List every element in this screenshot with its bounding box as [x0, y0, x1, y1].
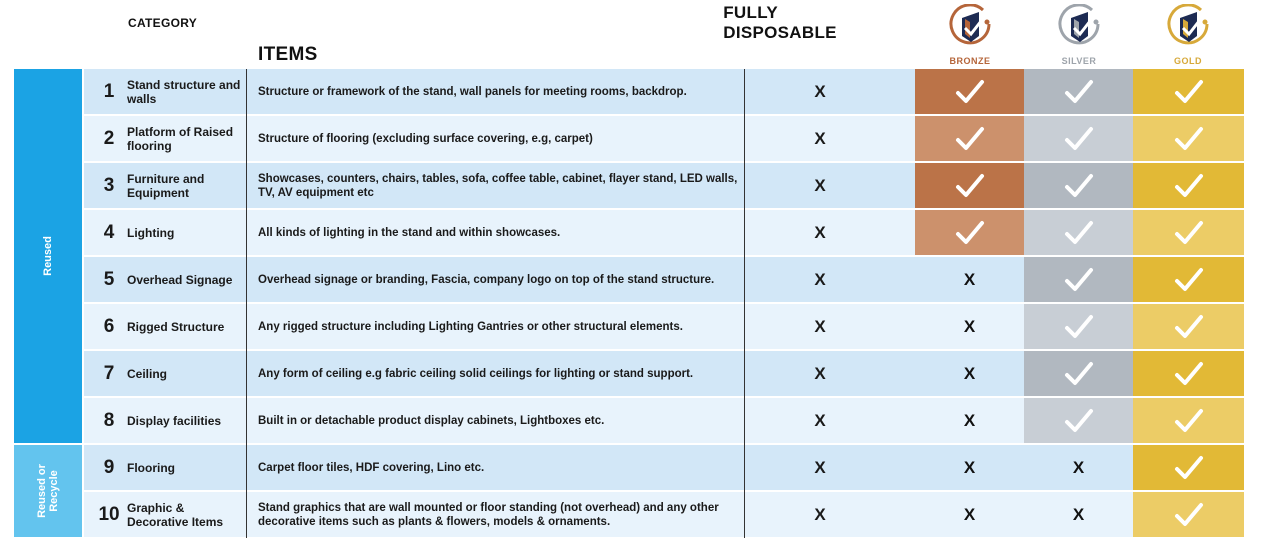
row-items: Structure of flooring (excluding surface covering, e.g, carpet) — [258, 132, 593, 145]
cell-bronze — [915, 210, 1024, 255]
check-icon — [1174, 78, 1204, 106]
row-category: Stand structure and walls — [127, 77, 241, 106]
table-row — [84, 163, 1244, 208]
cell-silver — [1024, 210, 1133, 255]
check-icon — [1174, 125, 1204, 153]
cell-silver — [1024, 304, 1133, 349]
check-icon — [1064, 266, 1094, 294]
check-icon — [1174, 407, 1204, 435]
table-row — [84, 116, 1244, 161]
check-icon — [1064, 125, 1094, 153]
row-number: 1 — [103, 80, 115, 102]
row-number: 9 — [103, 456, 115, 478]
row-category: Rigged Structure — [127, 319, 225, 334]
x-mark: X — [963, 269, 976, 289]
cell-gold — [1133, 163, 1244, 208]
check-icon — [1174, 501, 1204, 529]
cell-bronze — [915, 351, 1024, 396]
table-row — [84, 351, 1244, 396]
check-icon — [1064, 313, 1094, 341]
cell-gold — [1133, 257, 1244, 302]
cell-silver — [1024, 163, 1133, 208]
x-mark: X — [963, 316, 976, 336]
row-number: 2 — [103, 127, 115, 149]
table-row — [84, 445, 1244, 490]
row-category: Graphic & Decorative Items — [127, 500, 224, 529]
table-row — [84, 257, 1244, 302]
row-fully-disposable: X — [814, 81, 826, 101]
cell-silver — [1024, 257, 1133, 302]
cell-bronze — [915, 257, 1024, 302]
table-row — [84, 304, 1244, 349]
row-items: All kinds of lighting in the stand and within showcases. — [258, 226, 561, 239]
check-icon — [1174, 172, 1204, 200]
group-label-text: Reused or Recycle — [35, 464, 60, 518]
row-fully-disposable: X — [814, 222, 826, 242]
row-fully-disposable: X — [814, 269, 826, 289]
cell-gold — [1133, 116, 1244, 161]
check-icon — [1064, 407, 1094, 435]
header-fully-disposable: FULLY DISPOSABLE — [723, 2, 837, 42]
row-number: 5 — [103, 268, 115, 290]
row-items: Carpet floor tiles, HDF covering, Lino etc. — [258, 461, 485, 474]
row-fully-disposable: X — [814, 316, 826, 336]
row-fully-disposable: X — [814, 457, 826, 477]
cell-silver — [1024, 351, 1133, 396]
x-mark: X — [963, 410, 976, 430]
table-row — [84, 398, 1244, 443]
check-icon — [955, 125, 985, 153]
check-icon — [1174, 266, 1204, 294]
cell-bronze — [915, 445, 1024, 490]
row-fully-disposable: X — [814, 504, 826, 524]
row-category: Lighting — [127, 225, 175, 240]
row-category: Overhead Signage — [127, 272, 233, 287]
award-badge-icon — [949, 4, 993, 52]
badge-gold — [1133, 4, 1243, 68]
cell-silver — [1024, 445, 1133, 490]
check-icon — [1064, 360, 1094, 388]
x-mark: X — [1072, 504, 1085, 524]
cell-gold — [1133, 304, 1244, 349]
row-items: Structure or framework of the stand, wall panels for meeting rooms, backdrop. — [258, 85, 687, 98]
row-number: 8 — [103, 409, 115, 431]
group-label-reused — [14, 69, 82, 443]
column-divider-category — [246, 69, 247, 538]
cell-bronze — [915, 163, 1024, 208]
row-number: 4 — [103, 221, 115, 243]
cell-silver — [1024, 69, 1133, 114]
cell-silver — [1024, 116, 1133, 161]
row-items: Showcases, counters, chairs, tables, sofa, coffee table, cabinet, flayer stand, LED walls, TV, AV equipment etc — [258, 172, 738, 199]
cell-gold — [1133, 398, 1244, 443]
award-badge-icon — [1167, 4, 1211, 52]
cell-silver — [1024, 492, 1133, 537]
x-mark: X — [963, 457, 976, 477]
check-icon — [1174, 454, 1204, 482]
check-icon — [1064, 172, 1094, 200]
cell-bronze — [915, 398, 1024, 443]
check-icon — [1064, 219, 1094, 247]
cell-gold — [1133, 351, 1244, 396]
check-icon — [1174, 313, 1204, 341]
row-number: 7 — [103, 362, 115, 384]
badge-label: BRONZE — [949, 56, 991, 66]
check-icon — [1174, 360, 1204, 388]
row-items: Built in or detachable product display cabinets, Lightboxes etc. — [258, 414, 605, 427]
row-items: Overhead signage or branding, Fascia, company logo on top of the stand structure. — [258, 273, 715, 286]
badge-label: GOLD — [1174, 56, 1202, 66]
table-row — [84, 210, 1244, 255]
x-mark: X — [963, 363, 976, 383]
badge-label: SILVER — [1061, 56, 1097, 66]
cell-gold — [1133, 69, 1244, 114]
row-category: Furniture and Equipment — [127, 171, 205, 200]
cell-gold — [1133, 210, 1244, 255]
cell-bronze — [915, 304, 1024, 349]
check-icon — [1064, 78, 1094, 106]
row-fully-disposable: X — [814, 363, 826, 383]
header-category: CATEGORY — [128, 15, 198, 30]
cell-bronze — [915, 492, 1024, 537]
row-items: Any rigged structure including Lighting Gantries or other structural elements. — [258, 320, 683, 333]
row-fully-disposable: X — [814, 410, 826, 430]
table-row — [84, 492, 1244, 537]
x-mark: X — [1072, 457, 1085, 477]
row-category: Display facilities — [127, 413, 222, 428]
row-fully-disposable: X — [814, 128, 826, 148]
cell-gold — [1133, 445, 1244, 490]
check-icon — [955, 219, 985, 247]
group-label-text: Reused — [42, 236, 54, 276]
cell-bronze — [915, 69, 1024, 114]
header-items: ITEMS — [258, 44, 318, 65]
row-fully-disposable: X — [814, 175, 826, 195]
award-badge-icon — [1058, 4, 1102, 52]
badge-silver — [1024, 4, 1134, 68]
table-row — [84, 69, 1244, 114]
row-number: 6 — [103, 315, 115, 337]
cell-silver — [1024, 398, 1133, 443]
check-icon — [1174, 219, 1204, 247]
row-category: Ceiling — [127, 366, 168, 381]
row-category: Platform of Raised flooring — [127, 124, 234, 153]
cell-gold — [1133, 492, 1244, 537]
row-items: Stand graphics that are wall mounted or floor standing (not overhead) and any other decorative items such as plants & flowers, models & ornaments. — [258, 501, 719, 528]
row-category: Flooring — [127, 460, 175, 475]
group-label-reused-or-recycle — [14, 445, 82, 537]
check-icon — [955, 78, 985, 106]
badge-bronze — [915, 4, 1025, 68]
x-mark: X — [963, 504, 976, 524]
check-icon — [955, 172, 985, 200]
row-number: 3 — [103, 174, 115, 196]
row-number: 10 — [98, 503, 120, 525]
column-divider-disposable — [744, 69, 745, 538]
cell-bronze — [915, 116, 1024, 161]
row-items: Any form of ceiling e.g fabric ceiling solid ceilings for lighting or stand support. — [258, 367, 694, 380]
